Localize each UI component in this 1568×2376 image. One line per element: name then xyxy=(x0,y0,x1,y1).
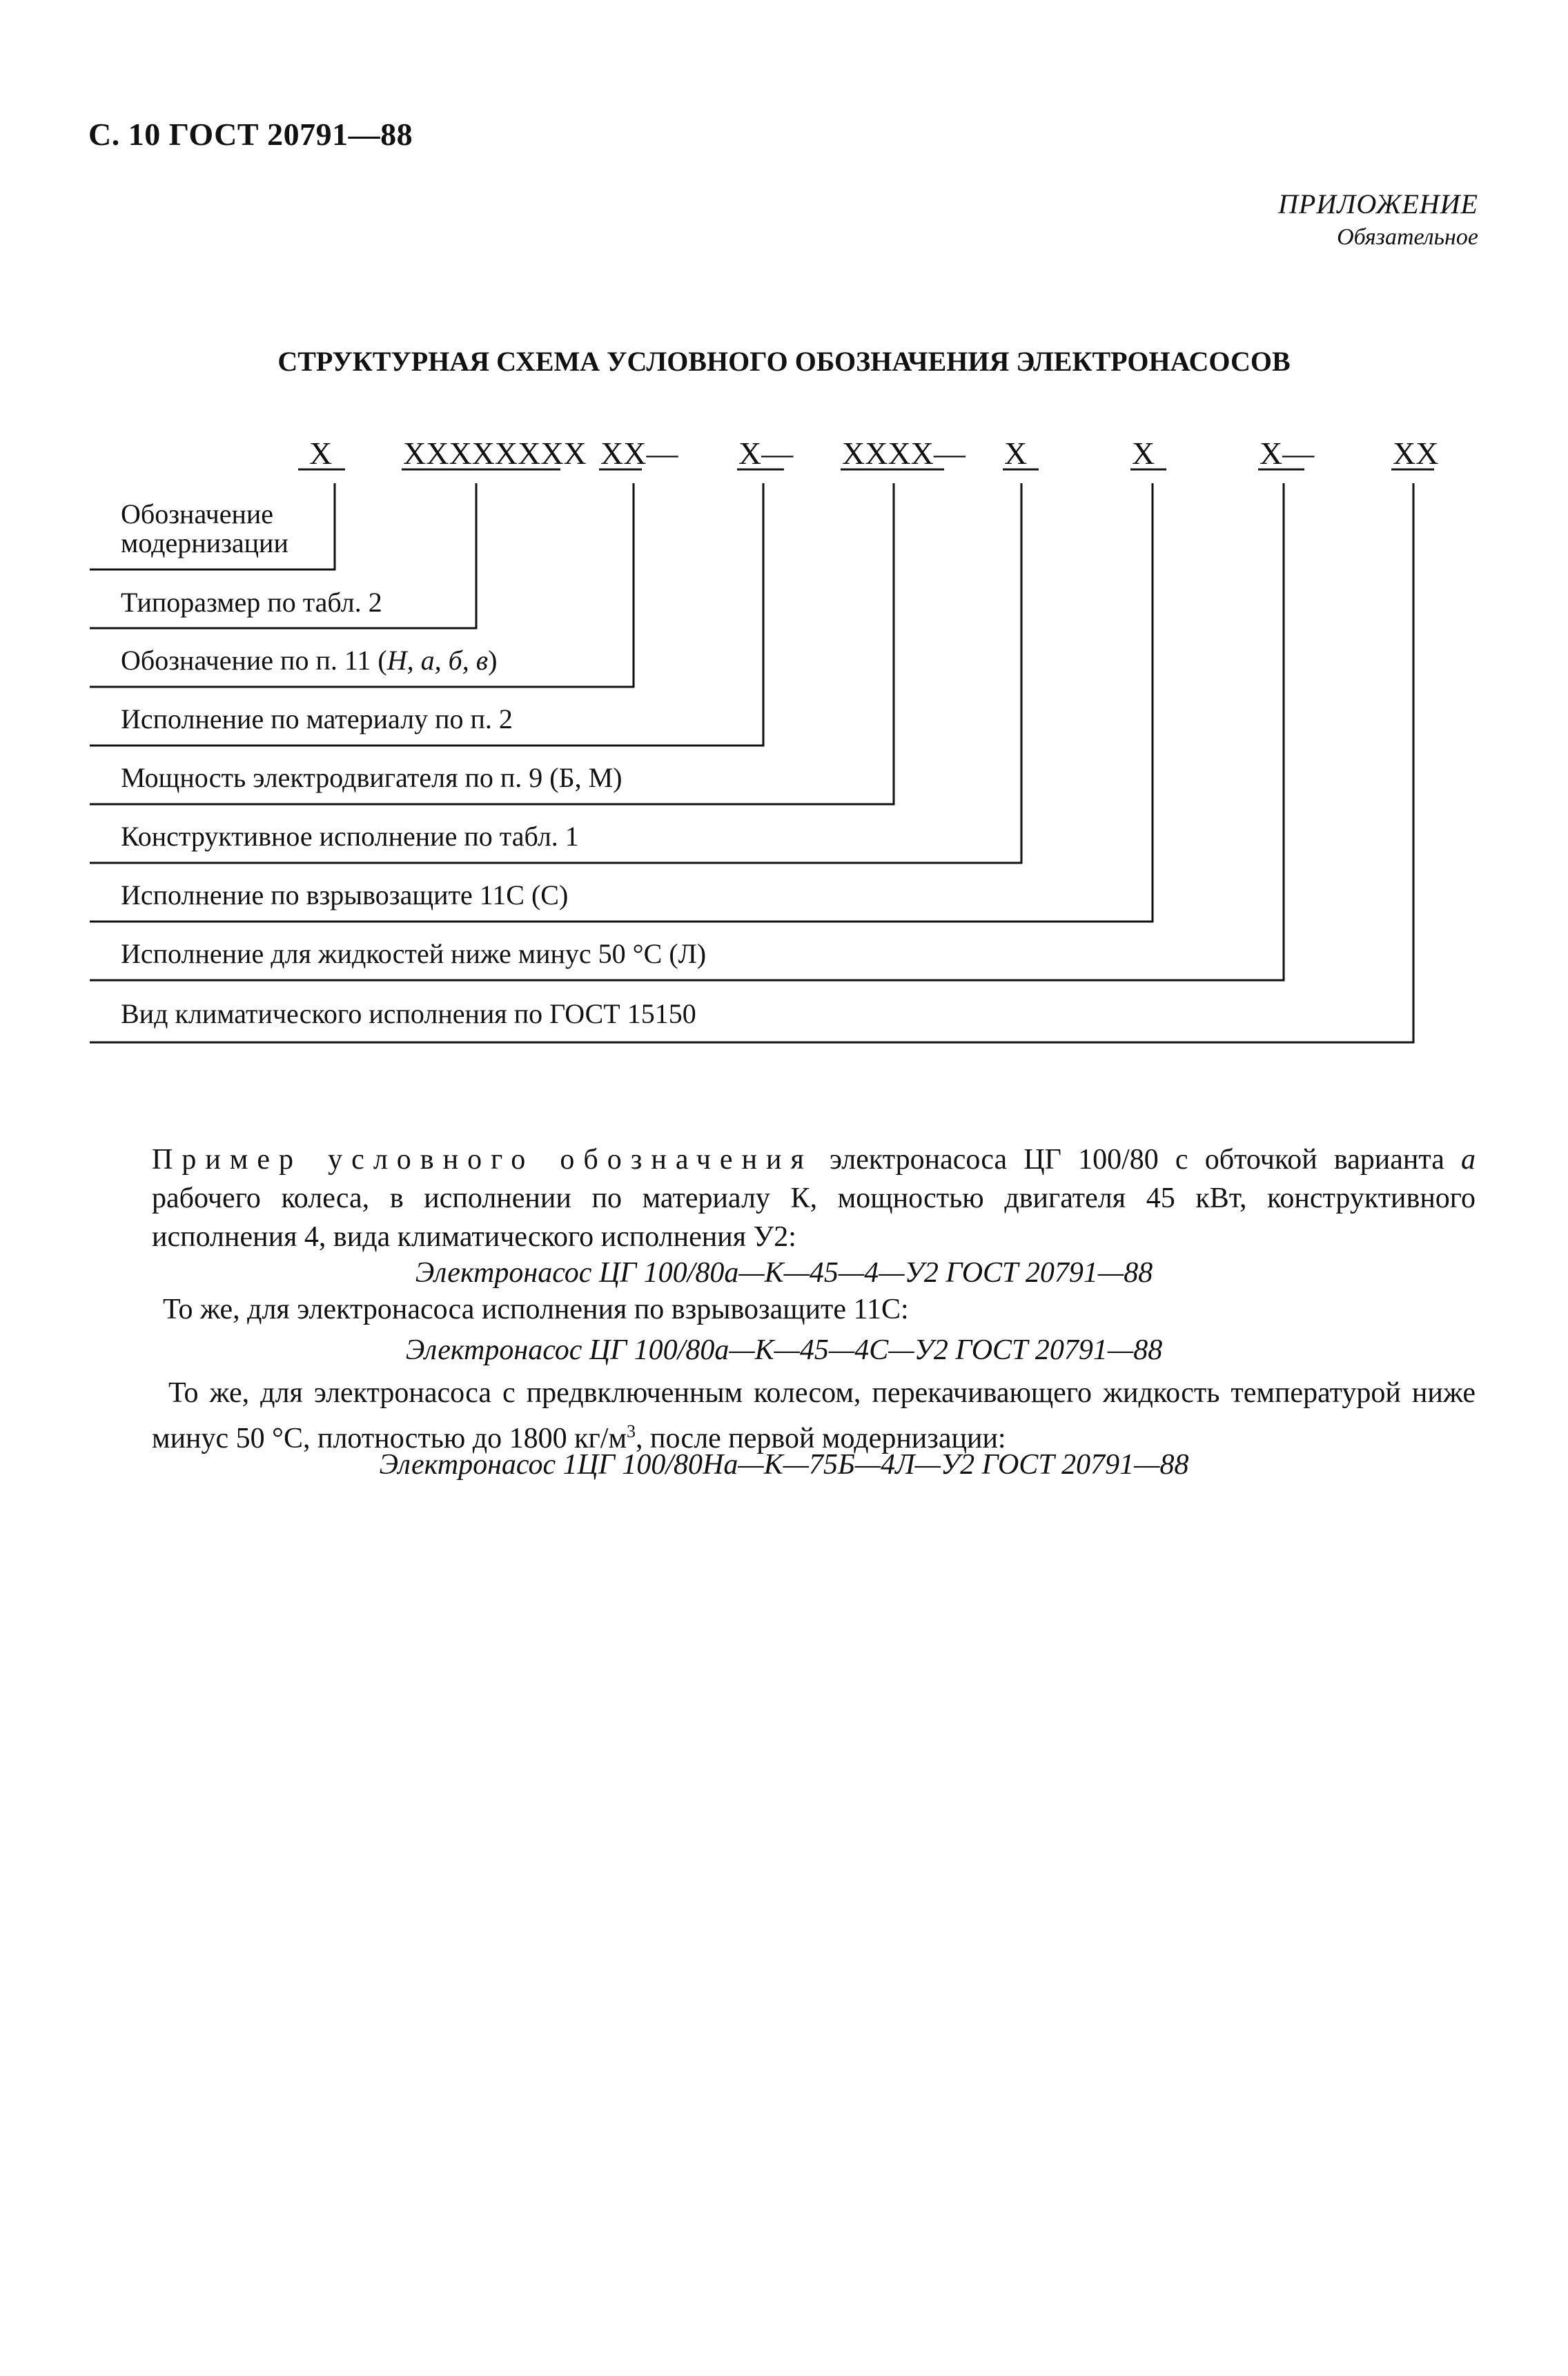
designation-scheme xyxy=(0,0,1568,1104)
code-explosion: X xyxy=(1132,436,1155,471)
appendix-block xyxy=(1278,188,1478,251)
label-designation xyxy=(121,645,497,676)
label-liquids: Исполнение для жидкостей ниже минус 50 °С (Л) xyxy=(121,938,707,969)
example-paragraph-3-superscript: 3 xyxy=(627,1421,636,1441)
code-material: X— xyxy=(738,436,794,471)
appendix-status: Обязательное xyxy=(1337,224,1478,250)
example-designation-1: Электронасос ЦГ 100/80а—К—45—4—У2 ГОСТ 20791—88 xyxy=(415,1257,1153,1289)
connector-material xyxy=(90,483,763,746)
example-designation-2: Электронасос ЦГ 100/80а—К—45—4С—У2 ГОСТ 20791—88 xyxy=(405,1334,1163,1366)
label-modernization-line2: модернизации xyxy=(121,527,288,558)
label-size: Типоразмер по табл. 2 xyxy=(121,587,382,618)
connector-climate xyxy=(90,483,1413,1042)
connector-liquids xyxy=(90,483,1284,980)
connector-design xyxy=(90,483,1021,863)
appendix-label: ПРИЛОЖЕНИЕ xyxy=(1278,188,1478,220)
label-power: Мощность электродвигателя по п. 9 (Б, М) xyxy=(121,762,623,793)
label-modernization-line1: Обозначение xyxy=(121,498,274,529)
code-climate: XX xyxy=(1393,436,1439,471)
label-designation-variants: Н, а, б, в xyxy=(386,645,489,676)
label-climate: Вид климатического исполнения по ГОСТ 15150 xyxy=(121,998,696,1029)
scheme-title: СТРУКТУРНАЯ СХЕМА УСЛОВНОГО ОБОЗНАЧЕНИЯ ЭЛЕКТРОНАСОСОВ xyxy=(277,346,1291,377)
connector-modernization xyxy=(90,483,335,569)
example-intro-variant: а xyxy=(1461,1144,1476,1176)
code-design: X xyxy=(1004,436,1028,471)
example-intro-text-2: рабочего колеса, в исполнении по материалу К, мощностью двигателя 45 кВт, конструктивного исполнения 4, вида климатического исполнения У2: xyxy=(152,1182,1476,1253)
example-designation-3: Электронасос 1ЦГ 100/80На—К—75Б—4Л—У2 ГОСТ 20791—88 xyxy=(379,1449,1189,1481)
code-modernization: X xyxy=(309,436,333,471)
example-paragraph-3-text-1: То же, для электронасоса с предвключенным колесом, перекачивающего жидкость температурой ниже минус 50 °С, плотностью до 1800 кг/м xyxy=(152,1377,1476,1454)
code-power: XXXX— xyxy=(842,436,966,471)
label-material: Исполнение по материалу по п. 2 xyxy=(121,703,513,734)
code-size: XXXXXXXX xyxy=(403,436,587,471)
connector-designation xyxy=(90,483,634,687)
code-liquids: X— xyxy=(1260,436,1315,471)
connector-size xyxy=(90,483,476,628)
connector-explosion xyxy=(90,483,1153,922)
example-intro-heading: Пример условного обозначения xyxy=(152,1144,813,1176)
label-explosion: Исполнение по взрывозащите 11С (С) xyxy=(121,879,569,911)
label-designation-suffix: ) xyxy=(488,645,498,676)
label-design: Конструктивное исполнение по табл. 1 xyxy=(121,821,579,852)
connector-power xyxy=(90,483,894,804)
example-paragraph-3 xyxy=(152,1374,1476,1458)
example-intro xyxy=(152,1140,1476,1256)
code-designation: XX— xyxy=(600,436,678,471)
example-intro-text-1: электронасоса ЦГ 100/80 с обточкой варианта xyxy=(812,1144,1461,1176)
page-header: С. 10 ГОСТ 20791—88 xyxy=(88,117,413,152)
example-paragraph-3-text-2: , после первой модернизации: xyxy=(636,1423,1006,1454)
label-designation-prefix: Обозначение по п. 11 ( xyxy=(121,645,387,676)
example-paragraph-2: То же, для электронасоса исполнения по взрывозащите 11С: xyxy=(163,1294,909,1325)
